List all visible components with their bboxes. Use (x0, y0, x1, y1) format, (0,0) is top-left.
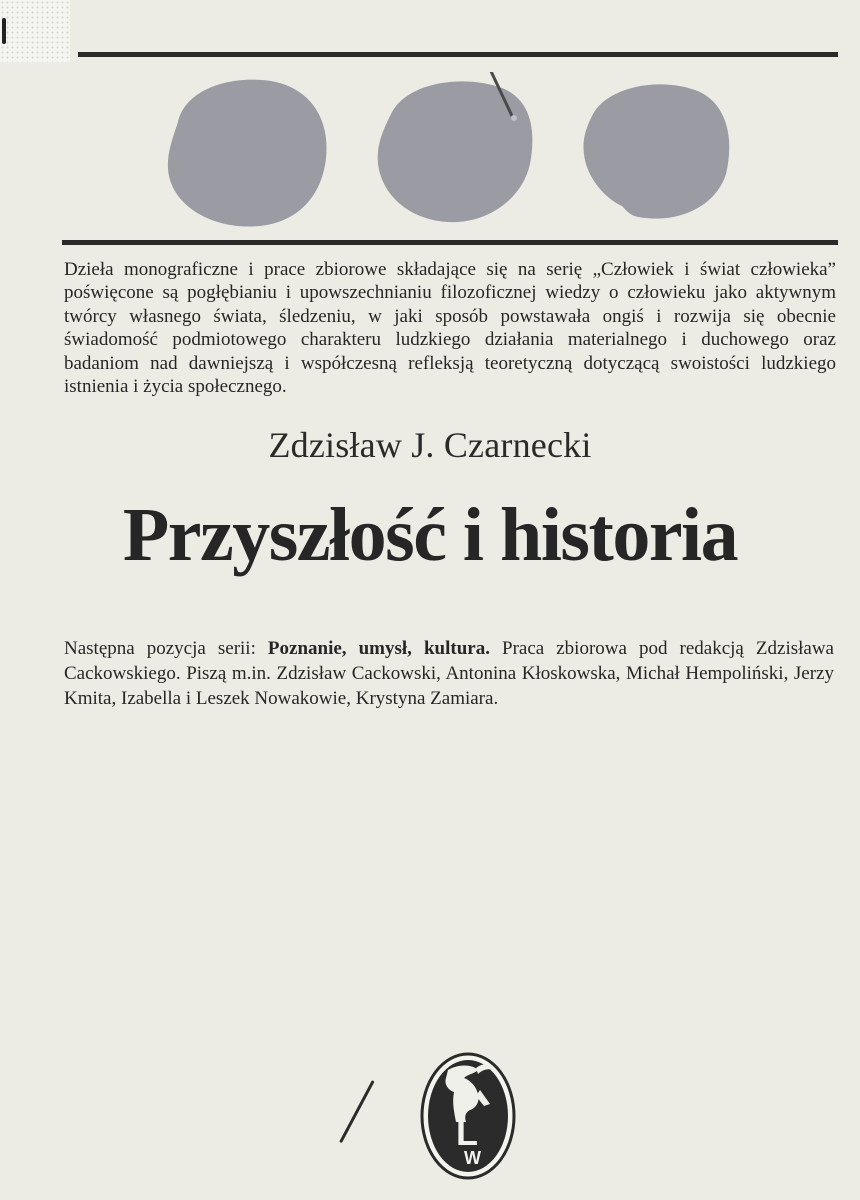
author-name: Zdzisław J. Czarnecki (268, 425, 592, 465)
library-label-corner (0, 0, 70, 62)
blob-shape-left (168, 80, 327, 227)
next-lead: Następna pozycja serii: (64, 638, 268, 659)
pen-stroke (339, 1080, 375, 1143)
next-title: Poznanie, umysł, kultura. (267, 638, 490, 659)
ink-mark (2, 18, 6, 44)
book-title: Przyszłość i historia (122, 493, 738, 577)
blob-shape-right (583, 84, 729, 218)
series-description: Dzieła monograficzne i prace zbiorowe składające się na serię „Człowiek i świat człowieka” poświęcone są pogłębianiu i upowszechnianiu filozoficznej wiedzy o człowieku jako aktywnym twórcy własnego świata, śledzeniu, w jaki sposób powstawała ongiś i rozwija się obecnie świadomość podmiotowego charakteru ludzkiego działania materialnego i duchowego oraz badaniom nad dawniejszą i współczesną refleksją teoretyczną dotyczącą swoistości ludzkiego istnienia i życia społecznego. (64, 259, 836, 398)
logo-letter-l: L (456, 1112, 478, 1153)
blob-shape-middle (378, 81, 533, 222)
top-rule (78, 52, 838, 57)
publisher-logo (418, 1050, 518, 1180)
logo-letter-w: W (464, 1148, 481, 1168)
middle-rule (62, 240, 838, 245)
next-in-series (64, 636, 834, 711)
next-rest: Praca zbiorowa pod redakcją Zdzisława Cackowskiego. Piszą m.in. Zdzisław Cackowski, Antonina Kłoskowska, Michał Hempoliński, Jerzy Kmita, Izabella i Leszek Nowakowie, Krystyna Zamiara. (64, 638, 834, 709)
decorative-blobs (160, 72, 750, 232)
